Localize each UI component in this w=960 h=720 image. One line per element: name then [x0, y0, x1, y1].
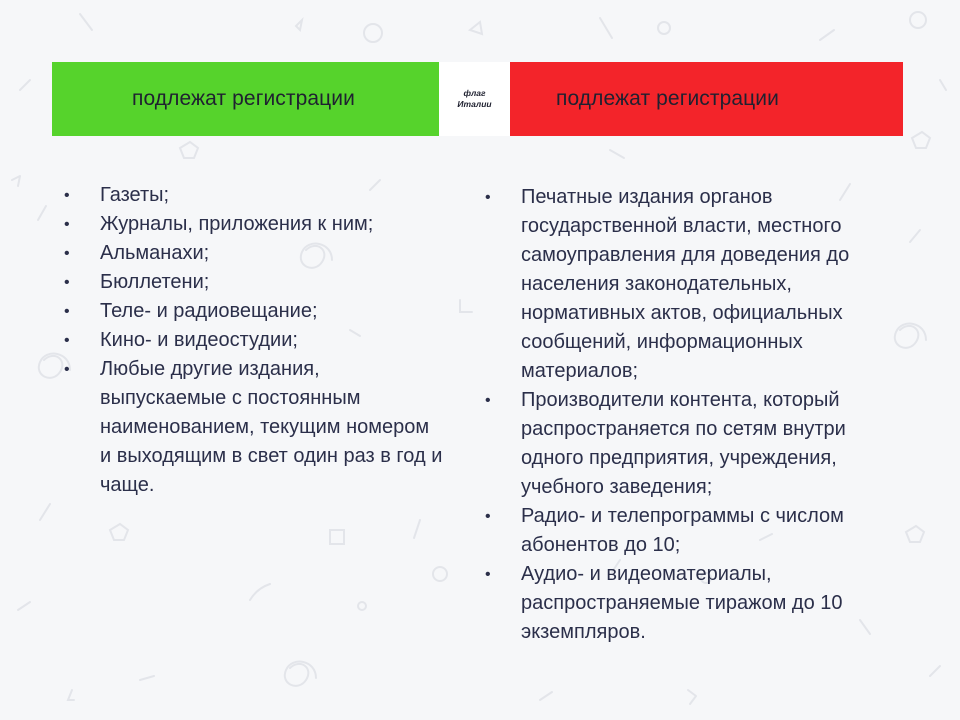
bullet-icon: • — [64, 216, 70, 233]
list-item — [481, 502, 901, 560]
list-item — [60, 181, 445, 210]
list-item — [481, 386, 901, 502]
list-item-text: Аудио- и видеоматериалы, распространяемые тиражом до 10 экземпляров. — [521, 563, 843, 643]
bullet-icon: • — [64, 187, 70, 204]
left-column-title: подлежат регистрации — [132, 87, 355, 110]
list-item — [60, 355, 445, 500]
list-item-text: Газеты; — [100, 184, 170, 206]
list-item — [481, 560, 901, 647]
flag-red-stripe — [510, 62, 903, 136]
bullet-icon: • — [485, 189, 491, 206]
list-item — [60, 297, 445, 326]
list-item-text: Журналы, приложения к ним; — [100, 213, 374, 235]
right-list — [481, 183, 901, 647]
list-item — [60, 239, 445, 268]
list-item — [60, 210, 445, 239]
bullet-icon: • — [64, 361, 70, 378]
flag-caption-line2: Италии — [457, 99, 492, 109]
list-item — [481, 183, 901, 386]
bullet-icon: • — [485, 392, 491, 409]
list-item — [60, 326, 445, 355]
right-column-title: подлежат регистрации — [556, 87, 779, 110]
list-item-text: Теле- и радиовещание; — [100, 300, 318, 322]
list-item-text: Альманахи; — [100, 242, 210, 264]
list-item — [60, 268, 445, 297]
list-item-text: Кино- и видеостудии; — [100, 329, 298, 351]
left-list — [60, 181, 445, 500]
list-item-text: Радио- и телепрограммы с числом абонентов до 10; — [521, 505, 844, 556]
list-item-text: Любые другие издания, выпускаемые с постоянным наименованием, текущим номером и выходящим в свет один раз в год и чаще. — [100, 358, 443, 496]
flag-caption-line1: флаг — [463, 88, 486, 98]
bullet-icon: • — [64, 274, 70, 291]
list-item-text: Печатные издания органов государственной власти, местного самоуправления для доведения до населения законодательных, нормативных актов, официальных сообщений, информационных материалов; — [521, 186, 850, 382]
list-item-text: Производители контента, который распространяется по сетям внутри одного предприятия, учреждения, учебного заведения; — [521, 389, 846, 498]
list-item-text: Бюллетени; — [100, 271, 210, 293]
bullet-icon: • — [64, 303, 70, 320]
italian-flag-header — [52, 62, 903, 136]
bullet-icon: • — [64, 332, 70, 349]
flag-white-stripe — [439, 62, 510, 136]
bullet-icon: • — [485, 508, 491, 525]
bullet-icon: • — [485, 566, 491, 583]
bullet-icon: • — [64, 245, 70, 262]
flag-green-stripe — [52, 62, 439, 136]
